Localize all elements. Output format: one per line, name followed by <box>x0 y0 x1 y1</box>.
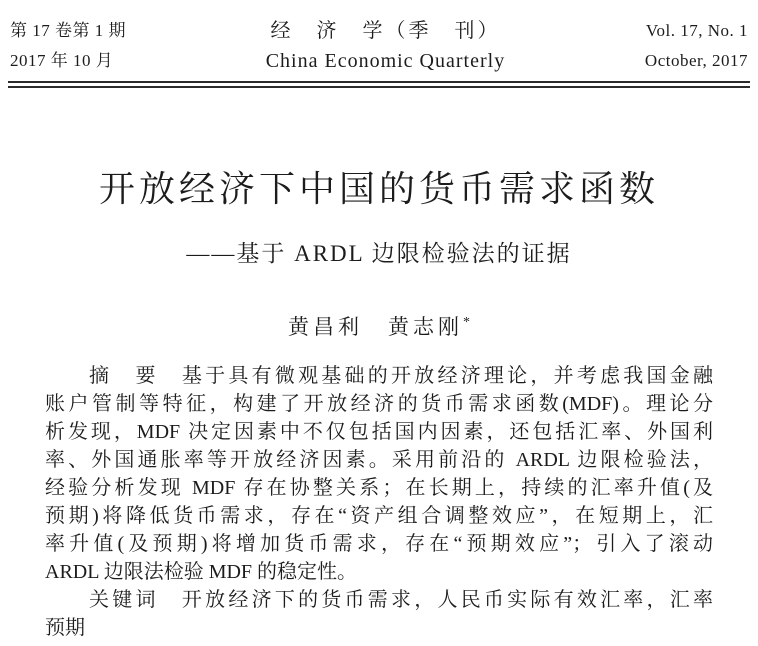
abstract-line: ARDL 边限法检验 MDF 的稳定性。 <box>45 561 358 583</box>
journal-name-cn: 经 济 学（季 刊） <box>270 20 501 42</box>
abstract-line: 率、外国通胀率等开放经济因素。采用前沿的 ARDL 边限检验法， <box>45 449 713 471</box>
abstract-line: 经验分析发现 MDF 存在协整关系；在长期上，持续的汇率升值(及 <box>45 477 713 499</box>
author-footnote-marker: * <box>463 315 470 330</box>
keywords-line: 关键词 开放经济下的货币需求，人民币实际有效汇率，汇率 <box>89 589 713 611</box>
abstract-block <box>45 362 713 642</box>
volume-issue-en: Vol. 17, No. 1 <box>645 21 748 40</box>
author-names: 黄昌利 黄志刚 <box>288 315 463 339</box>
abstract-line: 账户管制等特征，构建了开放经济的货币需求函数(MDF)。理论分 <box>45 393 713 415</box>
header-center-block <box>126 16 645 76</box>
article-subtitle: ——基于 ARDL 边限检验法的证据 <box>186 241 572 266</box>
journal-name-en: China Economic Quarterly <box>265 50 506 72</box>
volume-issue-cn: 第 17 卷第 1 期 <box>10 21 126 40</box>
abstract-line: 率升值(及预期)将增加货币需求，存在“预期效应”；引入了滚动 <box>45 533 713 555</box>
publication-date-cn: 2017 年 10 月 <box>10 51 114 70</box>
article-authors <box>0 312 758 342</box>
publication-date-en: October, 2017 <box>644 51 748 70</box>
abstract-line: 预期)将降低货币需求，存在“资产组合调整效应”，在短期上，汇 <box>45 505 713 527</box>
article-title: 开放经济下中国的货币需求函数 <box>98 169 659 209</box>
keywords-line: 预期 <box>45 617 85 639</box>
header-right-block <box>645 16 748 76</box>
abstract-line: 析发现，MDF 决定因素中不仅包括国内因素，还包括汇率、外国利 <box>45 421 713 443</box>
journal-header <box>0 0 758 76</box>
header-left-block <box>10 16 126 76</box>
abstract-line: 摘 要 基于具有微观基础的开放经济理论，并考虑我国金融 <box>89 365 713 387</box>
header-divider-double-rule <box>8 81 750 88</box>
